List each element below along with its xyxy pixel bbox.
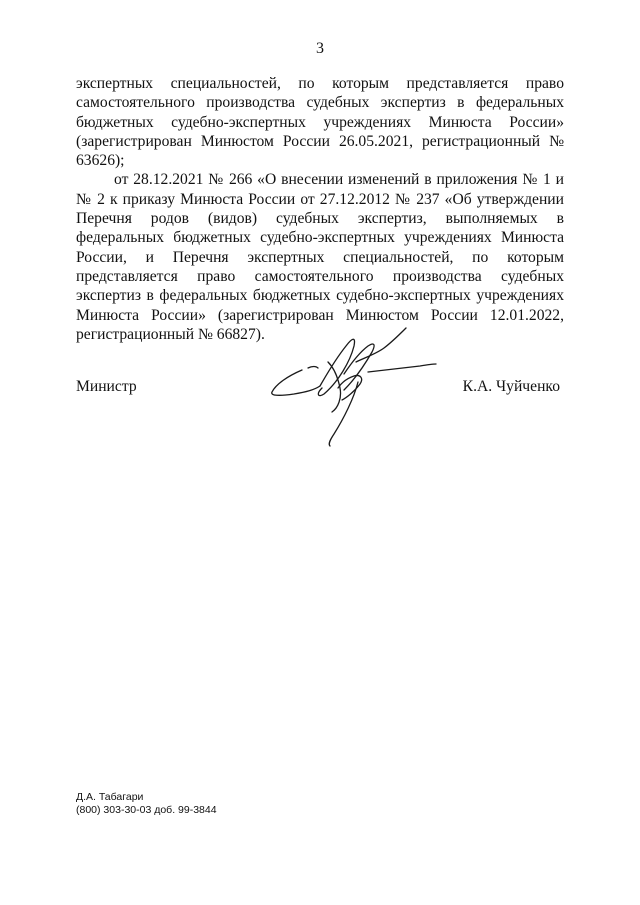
document-body [76,74,564,344]
signer-position: Министр [76,378,137,395]
signer-name: К.А. Чуйченко [462,378,560,395]
contact-phone: (800) 303-30-03 доб. 99-3844 [76,804,217,816]
paragraph-order-266: от 28.12.2021 № 266 «О внесении изменений в приложения № 1 и № 2 к приказу Минюста России от 27.12.2012 № 237 «Об утверждении Перечня родов (видов) судебных экспертиз, выполняемых в федеральных бюджетных судебно-экспертных учреждениях Минюста России, и Перечня экспертных специальностей, по которым представляется право самостоятельного производства судебных экспертиз в федеральных бюджетных судебно-экспертных учреждениях Минюста России» (зарегистрирован Минюстом России 12.01.2022, регистрационный № 66827). [76,171,564,343]
page-number: 3 [316,40,324,57]
paragraph-continuation: экспертных специальностей, по которым представляется право самостоятельного производства судебных экспертиз в федеральных бюджетных судебно-экспертных учреждениях Минюста России» (зарегистрирован Минюстом России 26.05.2021, регистрационный № 63626); [76,75,564,170]
contact-name: Д.А. Табагари [76,791,144,803]
handwritten-signature [268,322,438,452]
footer-contact [76,791,217,817]
